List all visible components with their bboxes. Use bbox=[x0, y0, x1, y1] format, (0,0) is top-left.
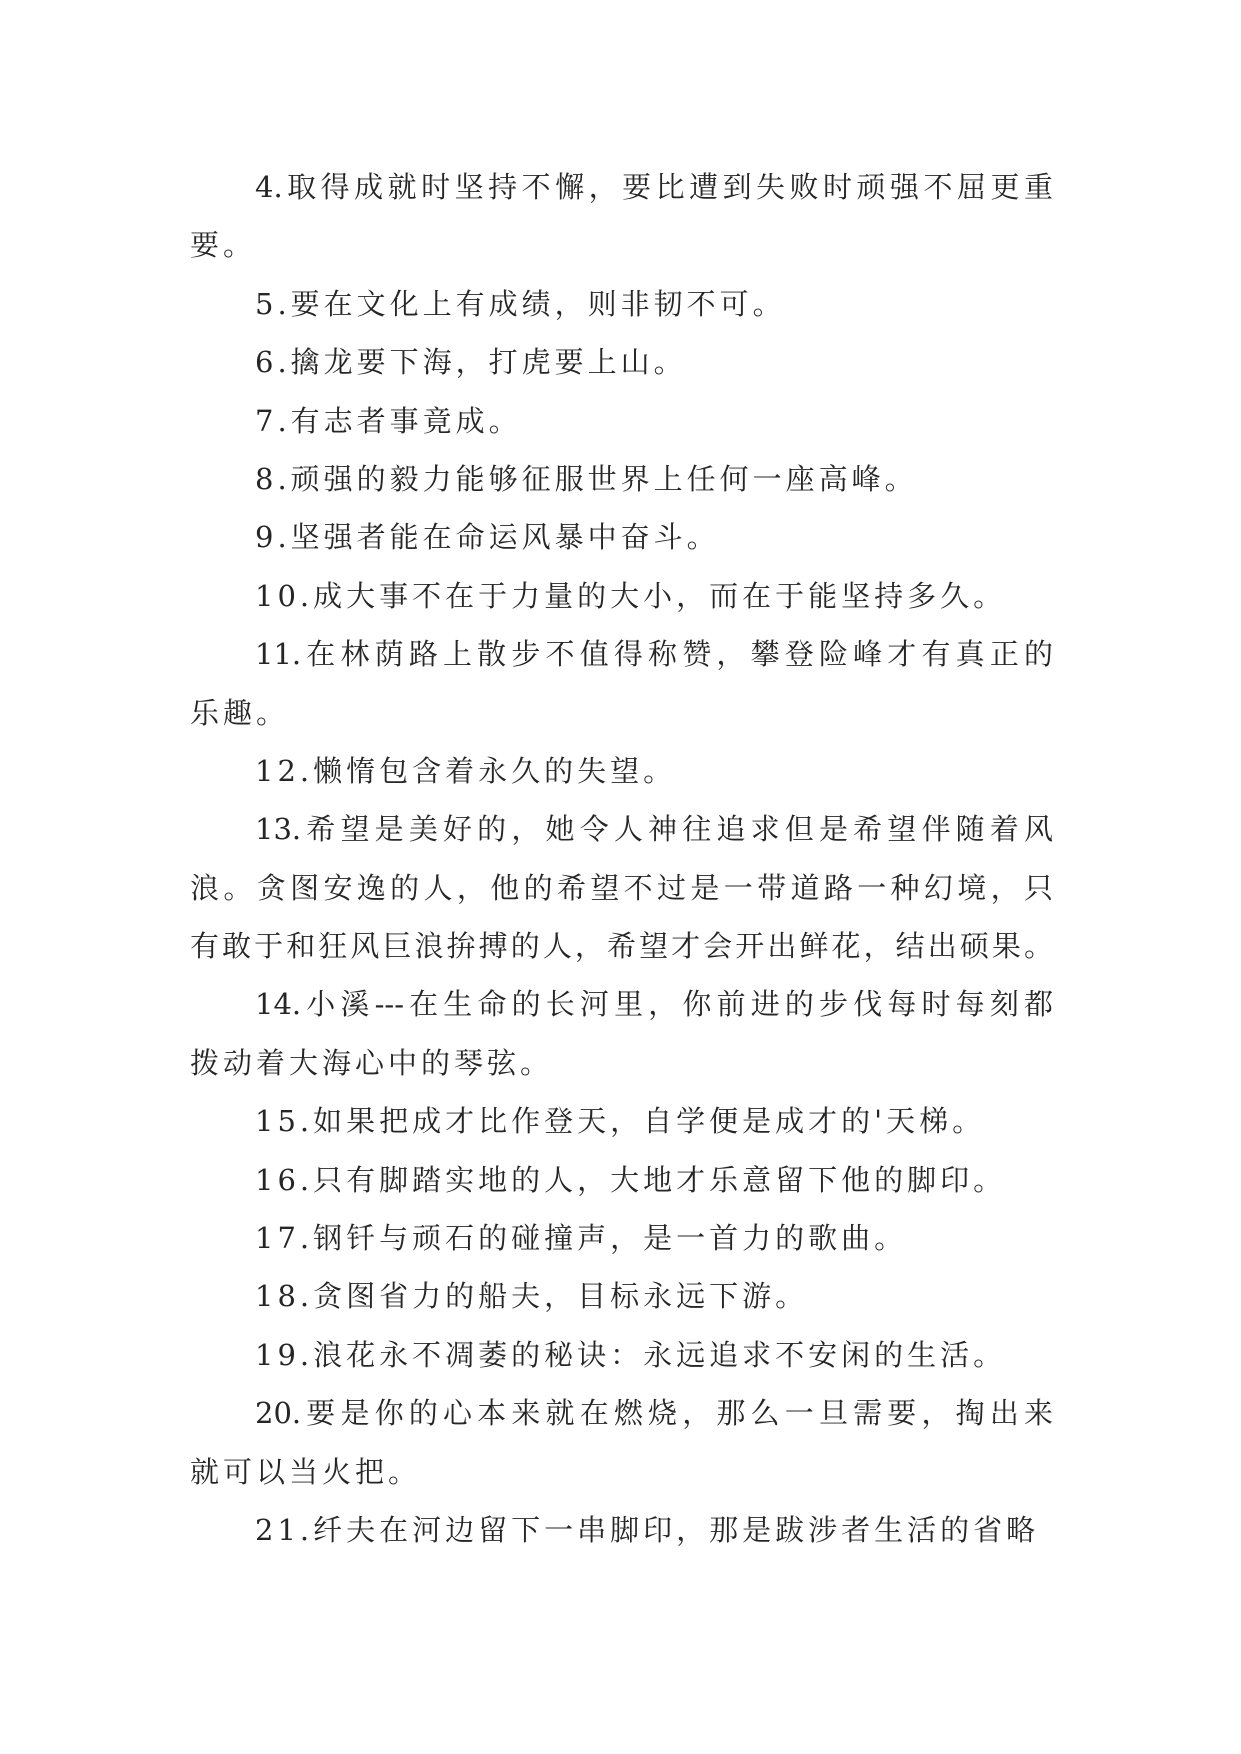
quote-paragraph bbox=[190, 975, 1053, 1092]
quote-paragraph bbox=[190, 333, 1053, 391]
text-line: 17.钢钎与顽石的碰撞声，是一首力的歌曲。 bbox=[255, 1221, 908, 1256]
quote-paragraph bbox=[190, 1384, 1053, 1501]
quote-paragraph bbox=[190, 567, 1053, 625]
quote-list bbox=[190, 158, 1053, 1559]
text-line: 13.希望是美好的，她令人神往追求但是希望伴随着风 bbox=[255, 812, 1053, 847]
quote-paragraph bbox=[190, 508, 1053, 566]
quote-paragraph bbox=[190, 625, 1053, 742]
text-line: 11.在林荫路上散步不值得称赞，攀登险峰才有真正的 bbox=[255, 637, 1053, 672]
text-line: 乐趣。 bbox=[190, 695, 290, 730]
text-line: 有敢于和狂风巨浪拚搏的人，希望才会开出鲜花，结出硕果。 bbox=[190, 929, 1053, 964]
quote-paragraph bbox=[190, 1501, 1053, 1559]
text-line: 16.只有脚踏实地的人，大地才乐意留下他的脚印。 bbox=[255, 1162, 1007, 1197]
quote-paragraph bbox=[190, 275, 1053, 333]
text-line: 18.贪图省力的船夫，目标永远下游。 bbox=[255, 1279, 809, 1314]
text-line: 21.纤夫在河边留下一串脚印，那是跋涉者生活的省略 bbox=[255, 1512, 1040, 1547]
text-line: 15.如果把成才比作登天，自学便是成才的'天梯。 bbox=[255, 1104, 986, 1139]
text-line: 14.小溪---在生命的长河里，你前进的步伐每时每刻都 bbox=[255, 987, 1053, 1022]
text-line: 12.懒惰包含着永久的失望。 bbox=[255, 753, 677, 788]
quote-paragraph bbox=[190, 158, 1053, 275]
text-line: 8.顽强的毅力能够征服世界上任何一座高峰。 bbox=[255, 461, 918, 496]
quote-paragraph bbox=[190, 1326, 1053, 1384]
quote-paragraph bbox=[190, 742, 1053, 800]
quote-paragraph bbox=[190, 450, 1053, 508]
text-line: 7.有志者事竟成。 bbox=[255, 403, 522, 438]
quote-paragraph bbox=[190, 392, 1053, 450]
text-line: 浪。贪图安逸的人，他的希望不过是一带道路一种幻境，只 bbox=[190, 870, 1053, 905]
text-line: 19.浪花永不凋萎的秘诀：永远追求不安闲的生活。 bbox=[255, 1337, 1007, 1372]
quote-paragraph bbox=[190, 800, 1053, 975]
text-line: 4.取得成就时坚持不懈，要比遭到失败时顽强不屈更重 bbox=[255, 170, 1053, 204]
quote-paragraph bbox=[190, 1209, 1053, 1267]
text-line: 5.要在文化上有成绩，则非韧不可。 bbox=[255, 286, 786, 321]
text-line: 10.成大事不在于力量的大小，而在于能坚持多久。 bbox=[255, 578, 1007, 613]
quote-paragraph bbox=[190, 1267, 1053, 1325]
text-line: 6.擒龙要下海，打虎要上山。 bbox=[255, 345, 687, 380]
text-line: 要。 bbox=[190, 228, 257, 263]
quote-paragraph bbox=[190, 1092, 1053, 1150]
text-line: 9.坚强者能在命运风暴中奋斗。 bbox=[255, 520, 720, 555]
quote-paragraph bbox=[190, 1151, 1053, 1209]
text-line: 拨动着大海心中的琴弦。 bbox=[190, 1045, 554, 1080]
text-line: 20.要是你的心本来就在燃烧，那么一旦需要，掏出来 bbox=[255, 1396, 1053, 1431]
text-line: 就可以当火把。 bbox=[190, 1454, 422, 1489]
